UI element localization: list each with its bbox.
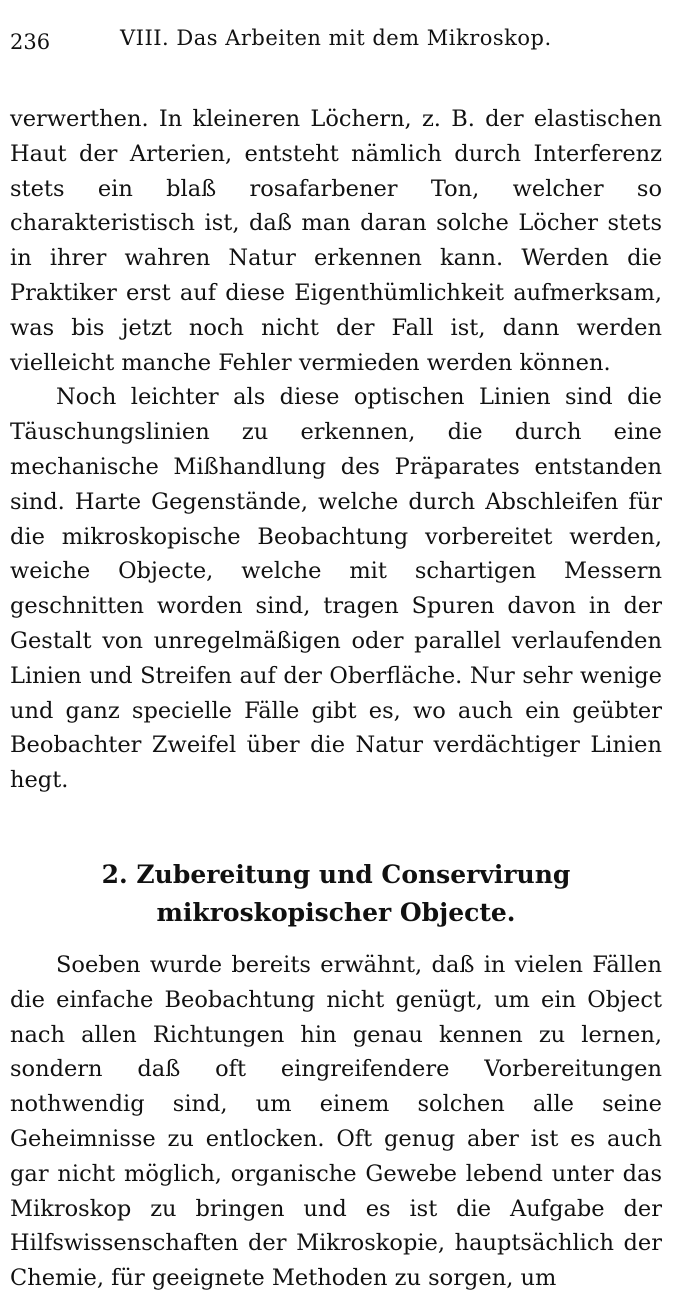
header-divider [10,65,662,66]
section-heading: 2. Zubereitung und Conservirung mikroskopischer Objecte. [101,859,571,927]
page-number: 236 [10,30,51,54]
section-paragraph: Soeben wurde bereits erwähnt, daß in vielen Fällen die einfache Beobachtung nicht genügt, um ein Object nach allen Richtungen hin genau kennen zu lernen, sondern daß oft eingreifendere Vorbereitungen nothwendig sind, um einem solchen alle seine Geheimnisse zu entlocken. Oft genug aber ist es auch gar nicht möglich, organische Gewebe lebend unter das Mikroskop zu bringen und es ist die Aufgabe der Hilfswissenschaften der Mikroskopie, hauptsächlich der Chemie, für geeignete Methoden zu sorgen, um [10,951,662,1292]
paragraph-taeuschungslinien: Noch leichter als diese optischen Linien sind die Täuschungslinien zu erkennen, die durch eine mechanische Mißhandlung des Präparates entstanden sind. Harte Gegenstände, welche durch Abschleifen für die mikroskopische Beobachtung vorbereitet werden, weiche Objecte, welche mit schartigen Messern geschnitten worden sind, tragen Spuren davon in der Gestalt von unregelmäßigen oder parallel verlaufenden Linien und Streifen auf der Oberfläche. Nur sehr wenige und ganz specielle Fälle gibt es, wo auch ein geübter Beobachter Zweifel über die Natur verdächtiger Linien hegt. [10,384,662,794]
running-title: VIII. Das Arbeiten mit dem Mikroskop. [120,26,552,50]
running-head [10,22,662,66]
body-text [10,102,662,1296]
paragraph-continued: verwerthen. In kleineren Löchern, z. B. der elastischen Haut der Arterien, entsteht nämlich durch Interferenz stets ein blaß rosafarbener Ton, welcher so charakteristisch ist, daß man daran solche Löcher stets in ihrer wahren Natur erkennen kann. Werden die Praktiker erst auf diese Eigenthümlichkeit aufmerksam, was bis jetzt noch nicht der Fall ist, dann werden vielleicht manche Fehler vermieden werden können. [10,106,662,376]
